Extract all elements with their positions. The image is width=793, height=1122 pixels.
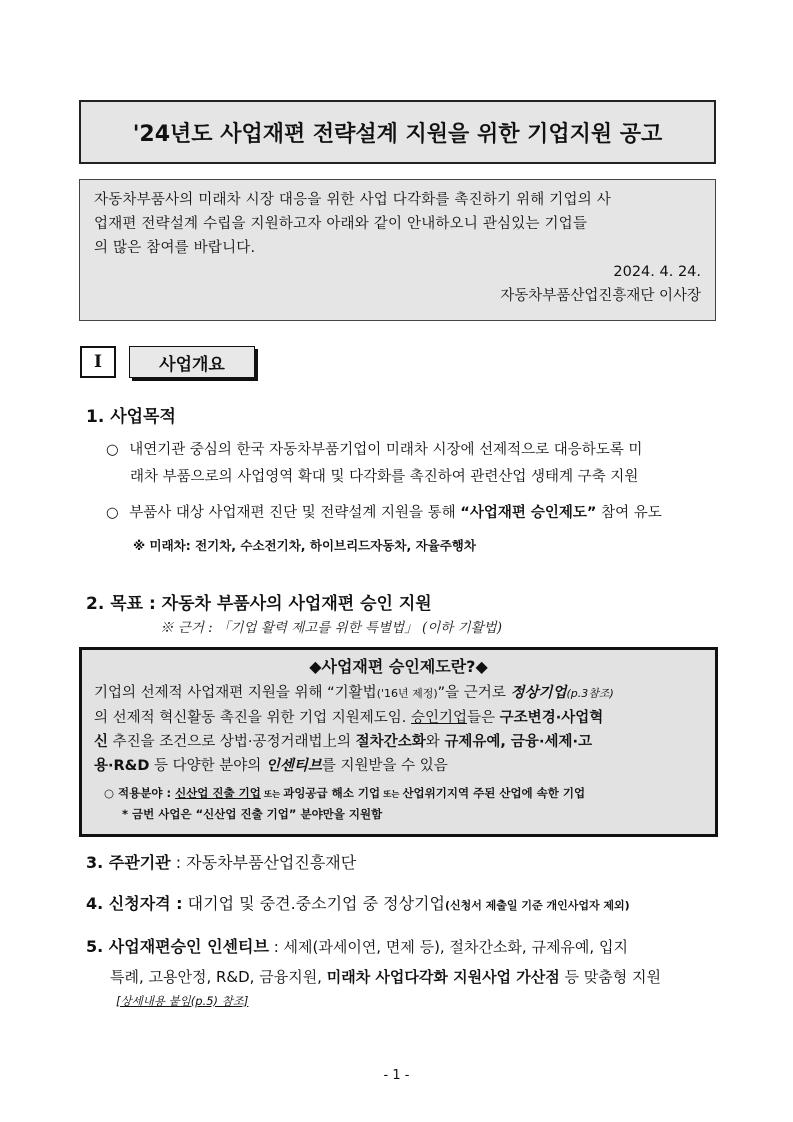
purpose-heading: 1. 사업목적 (86, 407, 176, 427)
incentive-line2-pre: 특례, 고용안정, R&D, 금융지원, (110, 968, 327, 986)
page-title (79, 100, 716, 164)
purpose-bullet-2 (106, 500, 718, 527)
approval-t4-bold: 용·R&D (94, 758, 150, 774)
approval-box-text (94, 681, 703, 778)
agency-label: 3. 주관기관 (86, 853, 171, 872)
incentive-bonus: 미래차 사업다각화 지원사업 가산점 (326, 968, 560, 986)
incentive-line1: : 세제(과세이연, 면제 등), 절차간소화, 규제유예, 입지 (268, 938, 628, 956)
normal-company-term: 정상기업 (510, 685, 567, 701)
scope-or-2: 또는 (380, 790, 403, 800)
eligibility-value: 대기업 및 중견.중소기업 중 정상기업 (182, 894, 445, 913)
approval-t4: 등 다양한 분야의 (149, 758, 266, 774)
purpose-b2-post: 참여 유도 (596, 505, 662, 521)
approval-box-heading: ◆사업재편 승인제도란?◆ (309, 657, 488, 676)
scope-crisis-region: 산업위기지역 주된 산업에 속한 기업 (402, 786, 586, 800)
purpose-b1-line2: 래차 부품으로의 사업영역 확대 및 다각화를 촉진하여 관련산업 생태계 구축 지원 (130, 469, 639, 485)
eligibility-note: (신청서 제출일 기준 개인사업자 제외) (444, 899, 630, 912)
approved-company-term: 승인기업 (411, 710, 468, 726)
intro-line-2: 업재편 전략설계 수립을 지원하고자 아래와 같이 안내하오니 관심있는 기업들 (94, 216, 588, 232)
scope-oversupply: 과잉공급 해소 기업 (283, 786, 381, 800)
incentive-line2-post: 등 맞춤형 지원 (559, 968, 661, 986)
approval-t1-small: ('16년 제정) (376, 687, 438, 700)
intro-box (79, 179, 716, 321)
intro-signature: 자동차부품산업진흥재단 이사장 (500, 288, 701, 304)
approval-t3: 추진을 조건으로 상법·공정거래법上의 (108, 734, 356, 750)
approval-t4b: 를 지원받을 수 있음 (321, 758, 448, 774)
goal-basis: ※ 근거 : 「기업 활력 제고를 위한 특별법」 (이하 기활법) (160, 620, 502, 636)
approval-t3b: 와 (425, 734, 445, 750)
incentive-reference-link[interactable]: [상세내용 붙임(p.5) 참조] (116, 994, 249, 1008)
agency-line (86, 850, 356, 873)
page-title-text: '24년도 사업재편 전략설계 지원을 위한 기업지원 공고 (132, 121, 663, 147)
intro-line-3: 의 많은 참여를 바랍니다. (94, 240, 256, 256)
scope-note: * 금번 사업은 “신산업 진출 기업” 분야만을 지원함 (122, 807, 383, 821)
section-number: I (80, 346, 116, 378)
agency-sep: : (170, 853, 187, 872)
approval-t3-bold: 신 (94, 734, 109, 750)
scope-label: ○ 적용분야 : (104, 786, 176, 800)
approval-t3-bold2: 절차간소화 (355, 734, 426, 750)
approval-t2-bold: 구조변경·사업혁 (499, 710, 604, 726)
scope-or-1: 또는 (260, 790, 284, 800)
purpose-b2-pre: 부품사 대상 사업재편 진단 및 전략설계 지원을 통해 (129, 505, 461, 521)
approval-t2b: 들은 (467, 710, 500, 726)
approval-info-box (79, 647, 718, 837)
approval-t3-bold3: 규제유예, 금융·세제·고 (444, 734, 592, 750)
purpose-b1-line1: 내연기관 중심의 한국 자동차부품기업이 미래차 시장에 선제적으로 대응하도록 미 (129, 442, 643, 458)
agency-value: 자동차부품산업진흥재단 (186, 853, 357, 872)
incentive-label: 5. 사업재편승인 인센티브 (86, 937, 269, 956)
eligibility-label: 4. 신청자격 : (86, 894, 183, 913)
approval-scope (104, 784, 703, 824)
intro-line-1: 자동차부품사의 미래차 시장 대응을 위한 사업 다각화를 촉진하기 위해 기업의 사 (94, 192, 611, 208)
approval-t2: 의 선제적 혁신활동 촉진을 위한 기업 지원제도임. (94, 710, 412, 726)
approval-t1b: ”을 근거로 (437, 685, 511, 701)
incentive-block (86, 932, 726, 992)
eligibility-line (86, 891, 630, 914)
purpose-bullet-1 (106, 437, 718, 491)
goal-heading: 2. 목표 : 자동차 부품사의 사업재편 승인 지원 (86, 594, 432, 614)
approval-system-label: “사업재편 승인제도” (460, 505, 597, 521)
intro-date: 2024. 4. 24. (613, 264, 701, 280)
scope-new-industry: 신산업 진출 기업 (175, 786, 261, 800)
approval-t1-ref: (p.3참조) (566, 687, 614, 700)
future-car-note: ※ 미래차: 전기차, 수소전기차, 하이브리드자동차, 자율주행차 (133, 538, 476, 553)
incentive-term: 인센티브 (265, 758, 322, 774)
page-number: - 1 - (383, 1068, 410, 1083)
bullet-symbol: ○ (106, 442, 119, 458)
approval-t1: 기업의 선제적 사업재편 지원을 위해 “기활법 (94, 685, 377, 701)
section-title: 사업개요 (129, 346, 255, 378)
bullet-symbol: ○ (106, 505, 119, 521)
